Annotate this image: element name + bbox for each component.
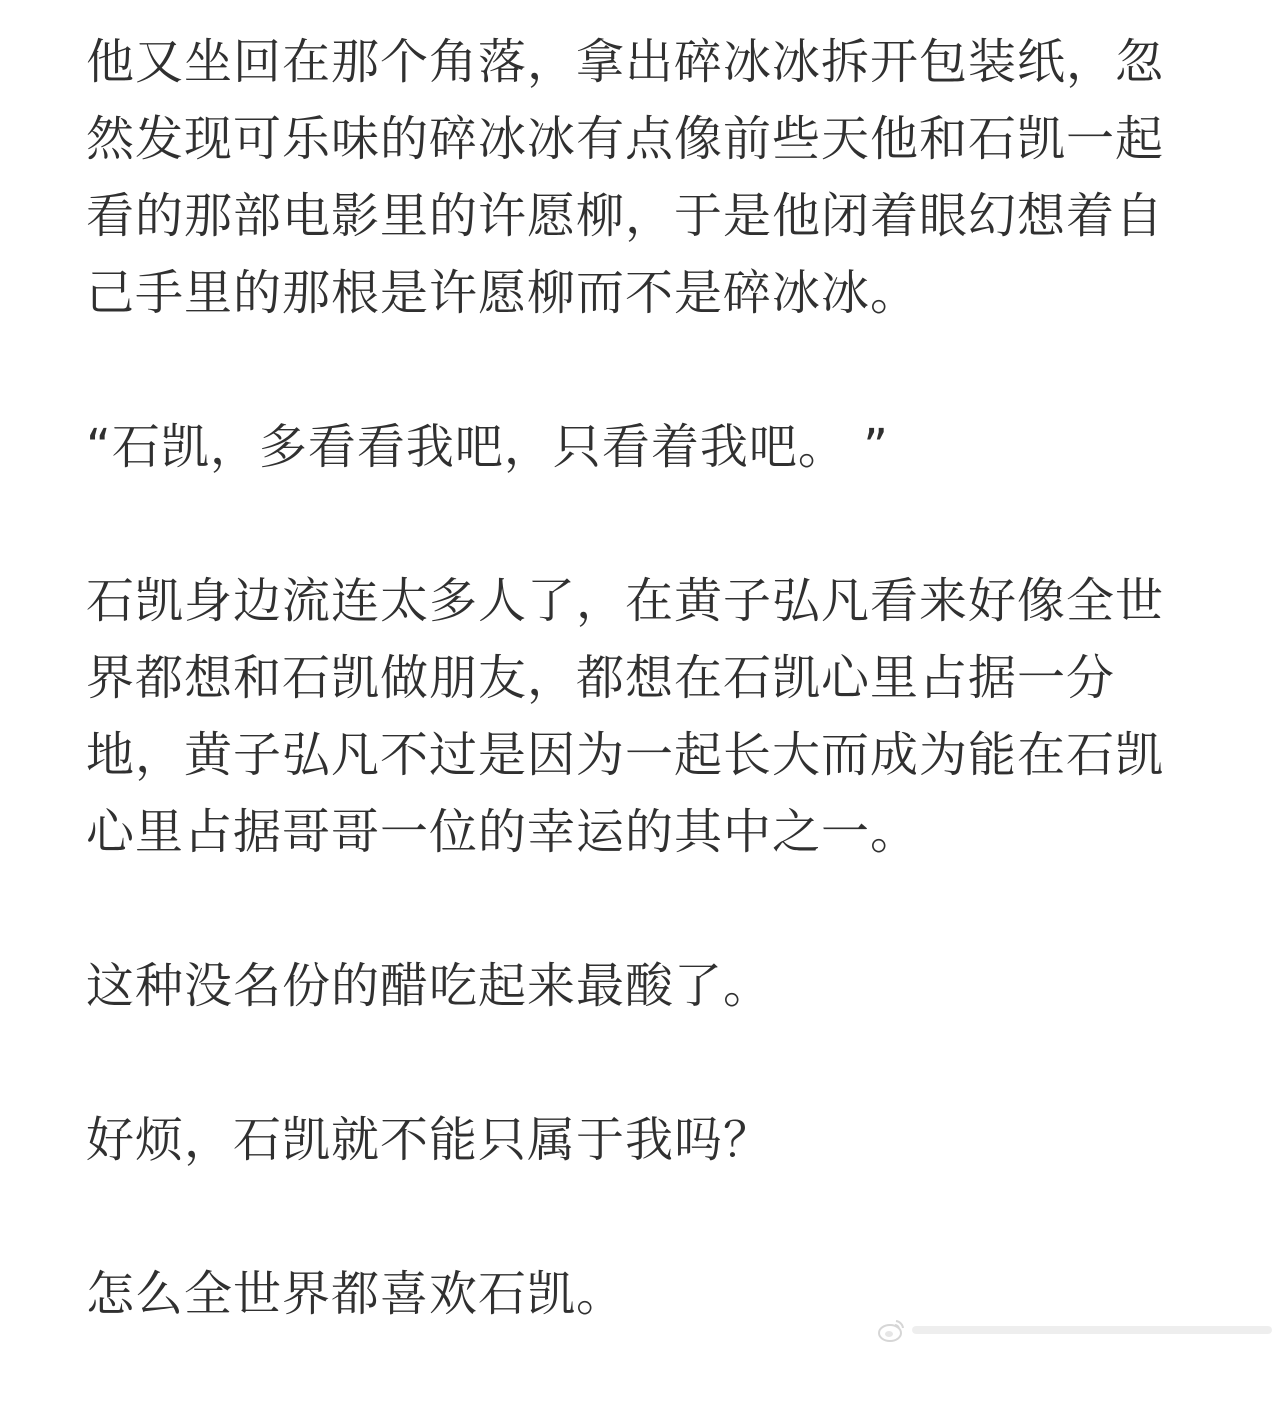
weibo-logo-icon (876, 1315, 906, 1345)
watermark-bars-icon (912, 1320, 1272, 1340)
paragraph-5: 好烦，石凯就不能只属于我吗？ (86, 1112, 773, 1168)
paragraph-1: 他又坐回在那个角落，拿出碎冰冰拆开包装纸，忽然发现可乐味的碎冰冰有点像前些天他和石凯一起看的那部电影里的许愿柳，于是他闭着眼幻想着自己手里的那根是许愿柳而不是碎冰冰。 (86, 34, 1165, 321)
paragraph-4: 这种没名份的醋吃起来最酸了。 (86, 958, 773, 1014)
paragraph-6: 怎么全世界都喜欢石凯。 (86, 1266, 626, 1322)
watermark (876, 1315, 1272, 1345)
paragraph-2: “石凯，多看看我吧，只看着我吧。 ” (86, 419, 889, 475)
paragraph-3: 石凯身边流连太多人了，在黄子弘凡看来好像全世界都想和石凯做朋友，都想在石凯心里占据一分地，黄子弘凡不过是因为一起长大而成为能在石凯心里占据哥哥一位的幸运的其中之一。 (86, 573, 1165, 860)
article-body (86, 24, 1201, 1410)
